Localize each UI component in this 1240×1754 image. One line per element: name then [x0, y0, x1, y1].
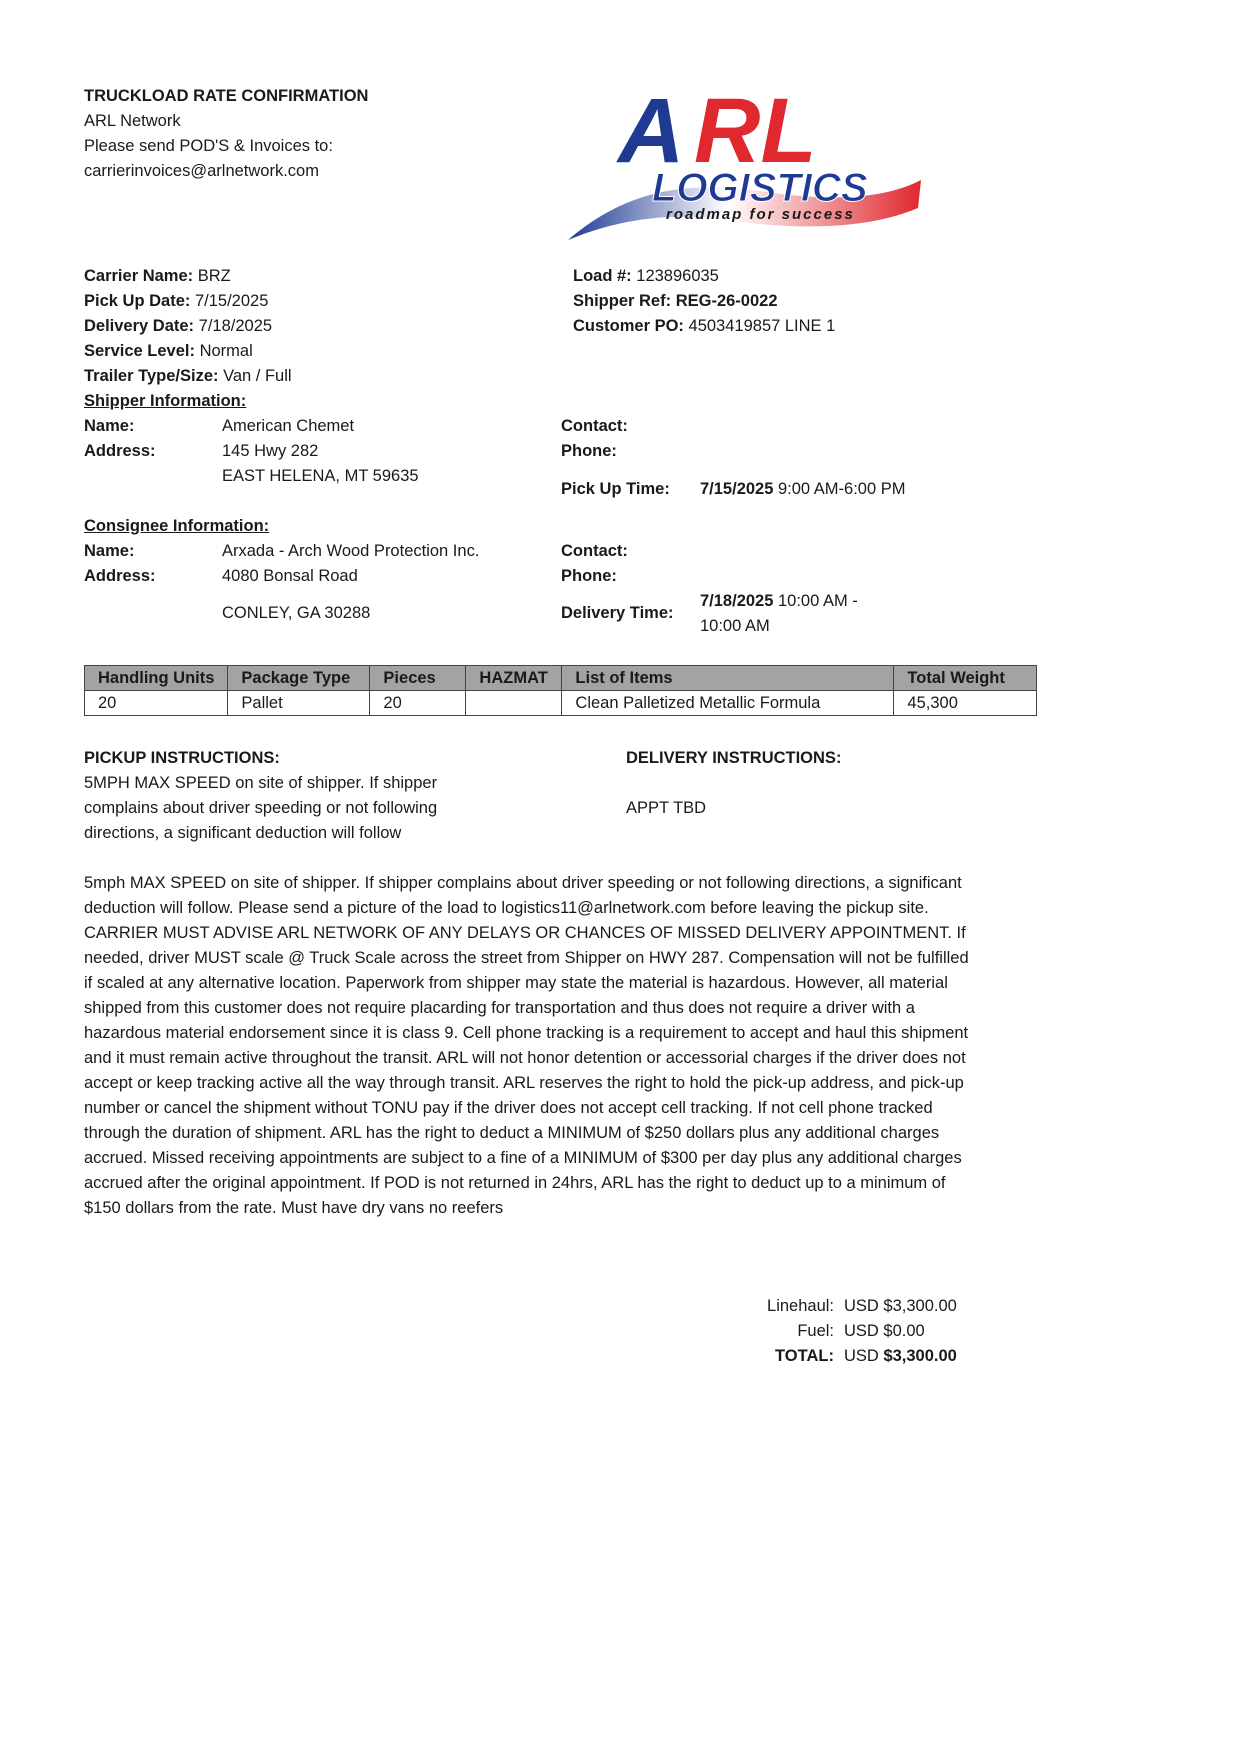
terms-line: accrued after the original appointment. If POD is not returned in 24hrs, ARL has the right to deduct up to a minimum of — [84, 1174, 946, 1192]
consignee-address-label: Address: — [84, 567, 156, 585]
document-title: TRUCKLOAD RATE CONFIRMATION — [84, 87, 369, 105]
cell-hazmat — [466, 691, 562, 716]
terms-line: through the duration of shipment. ARL has the right to deduct a MINIMUM of $250 dollars plus any additional charges — [84, 1124, 940, 1142]
arl-logistics-logo — [566, 80, 966, 248]
consignee-phone-label: Phone: — [561, 567, 617, 585]
pickup-date: 7/15/2025 — [194, 292, 269, 310]
consignee-address-line2: CONLEY, GA 30288 — [222, 604, 371, 622]
terms-line: shipped from this customer does not require placarding for transportation and thus does not require a driver with a — [84, 999, 915, 1017]
pickup-instructions-title: PICKUP INSTRUCTIONS: — [84, 749, 280, 767]
col-pieces: Pieces — [370, 666, 466, 691]
document-header — [84, 84, 368, 184]
terms-line: hazardous material endorsement since it is class 9. Cell phone tracking is a requirement to accept and haul this shipment — [84, 1024, 969, 1042]
customer-po-row: Customer PO: 4503419857 LINE 1 — [573, 317, 836, 335]
shipper-phone-label: Phone: — [561, 442, 617, 460]
logo-tagline: roadmap for success — [666, 206, 855, 223]
consignee-address-line1: 4080 Bonsal Road — [222, 567, 358, 585]
delivery-date-row: Delivery Date: 7/18/2025 — [84, 317, 273, 335]
trailer-type: Van / Full — [223, 367, 292, 385]
cell-list-of-items: Clean Palletized Metallic Formula — [562, 691, 894, 716]
linehaul-label: Linehaul: — [767, 1297, 834, 1315]
shipper-address-label: Address: — [84, 442, 156, 460]
terms-line: and it must remain active throughout the transit. ARL will not honor detention or accessorial charges if the driver does not — [84, 1049, 966, 1067]
fuel-label: Fuel: — [797, 1322, 834, 1340]
logo-letters-rl: RL — [694, 80, 817, 182]
shipper-ref-row: Shipper Ref: REG-26-0022 — [573, 292, 778, 310]
load-info-right — [573, 264, 835, 339]
table-header-row — [85, 666, 1037, 691]
logo-subtitle: LOGISTICS — [652, 166, 868, 210]
cell-handling-units: 20 — [85, 691, 228, 716]
consignee-name: Arxada - Arch Wood Protection Inc. — [222, 542, 480, 560]
shipper-section-title: Shipper Information: — [84, 392, 247, 410]
totals-block — [700, 1294, 957, 1369]
linehaul-value: USD $3,300.00 — [844, 1297, 957, 1315]
pickup-instructions-line: directions, a significant deduction will follow — [84, 824, 402, 842]
delivery-instructions-text: APPT TBD — [626, 799, 707, 817]
fuel-value: USD $0.00 — [844, 1322, 925, 1340]
logo-letter-a: A — [618, 80, 685, 182]
trailer-row: Trailer Type/Size: Van / Full — [84, 367, 292, 385]
col-hazmat: HAZMAT — [466, 666, 562, 691]
table-row — [85, 691, 1037, 716]
pickup-time: 7/15/2025 9:00 AM-6:00 PM — [700, 480, 906, 498]
col-handling-units: Handling Units — [85, 666, 228, 691]
total-row — [700, 1344, 957, 1369]
consignee-contact-label: Contact: — [561, 542, 628, 560]
terms-line: $150 dollars from the rate. Must have dry vans no reefers — [84, 1199, 504, 1217]
pickup-time-label: Pick Up Time: — [561, 480, 670, 498]
shipper-address-line2: EAST HELENA, MT 59635 — [222, 467, 419, 485]
terms-paragraph — [84, 871, 1034, 1221]
terms-line: deduction will follow. Please send a picture of the load to logistics11@arlnetwork.com before leaving the pickup site. — [84, 899, 929, 917]
pickup-instructions — [84, 746, 437, 846]
consignee-section-title: Consignee Information: — [84, 517, 270, 535]
carrier-name: BRZ — [197, 267, 231, 285]
delivery-time-label: Delivery Time: — [561, 604, 674, 622]
col-package-type: Package Type — [228, 666, 370, 691]
col-total-weight: Total Weight — [894, 666, 1037, 691]
shipper-name-label: Name: — [84, 417, 135, 435]
consignee-name-label: Name: — [84, 542, 135, 560]
pickup-instructions-line: complains about driver speeding or not following — [84, 799, 438, 817]
terms-line: CARRIER MUST ADVISE ARL NETWORK OF ANY DELAYS OR CHANCES OF MISSED DELIVERY APPOINTMENT. If — [84, 924, 966, 942]
customer-po: 4503419857 LINE 1 — [688, 317, 836, 335]
cell-pieces: 20 — [370, 691, 466, 716]
delivery-time: 7/18/2025 10:00 AM - 10:00 AM — [700, 592, 858, 635]
invoice-email: carrierinvoices@arlnetwork.com — [84, 162, 319, 180]
pickup-date-row: Pick Up Date: 7/15/2025 — [84, 292, 269, 310]
shipper-name: American Chemet — [222, 417, 355, 435]
delivery-instructions — [626, 746, 841, 821]
load-number-row: Load #: 123896035 — [573, 267, 719, 285]
fuel-row — [700, 1319, 957, 1344]
terms-line: needed, driver MUST scale @ Truck Scale across the street from Shipper on HWY 287. Compensation will not be fulfilled — [84, 949, 969, 967]
company-name: ARL Network — [84, 112, 181, 130]
service-level-row: Service Level: Normal — [84, 342, 253, 360]
pickup-instructions-line: 5MPH MAX SPEED on site of shipper. If shipper — [84, 774, 438, 792]
linehaul-row — [700, 1294, 957, 1319]
load-number: 123896035 — [636, 267, 719, 285]
send-instructions: Please send POD'S & Invoices to: — [84, 137, 333, 155]
shipper-contact-label: Contact: — [561, 417, 628, 435]
cell-total-weight: 45,300 — [894, 691, 1037, 716]
total-value: USD $3,300.00 — [844, 1347, 957, 1365]
load-info-left — [84, 264, 292, 389]
total-label: TOTAL: — [775, 1347, 834, 1365]
delivery-instructions-title: DELIVERY INSTRUCTIONS: — [626, 749, 842, 767]
terms-line: accept or keep tracking active all the way through transit. ARL reserves the right to hold the pick-up address, and pick-up — [84, 1074, 964, 1092]
service-level: Normal — [199, 342, 253, 360]
carrier-name-row: Carrier Name: BRZ — [84, 267, 231, 285]
terms-line: 5mph MAX SPEED on site of shipper. If shipper complains about driver speeding or not following directions, a significant — [84, 874, 962, 892]
delivery-date: 7/18/2025 — [198, 317, 273, 335]
shipper-address-line1: 145 Hwy 282 — [222, 442, 319, 460]
cell-package-type: Pallet — [228, 691, 370, 716]
terms-line: accrued. Missed receiving appointments are subject to a fine of a MINIMUM of $300 per day plus any additional charges — [84, 1149, 962, 1167]
shipper-ref: REG-26-0022 — [675, 292, 778, 310]
items-table — [84, 665, 1037, 716]
terms-line: number or cancel the shipment without TONU pay if the driver does not accept cell tracking. If not cell phone tracked — [84, 1099, 933, 1117]
col-list-of-items: List of Items — [562, 666, 894, 691]
terms-line: if scaled at any alternative location. Paperwork from shipper may state the material is hazardous. However, all material — [84, 974, 948, 992]
